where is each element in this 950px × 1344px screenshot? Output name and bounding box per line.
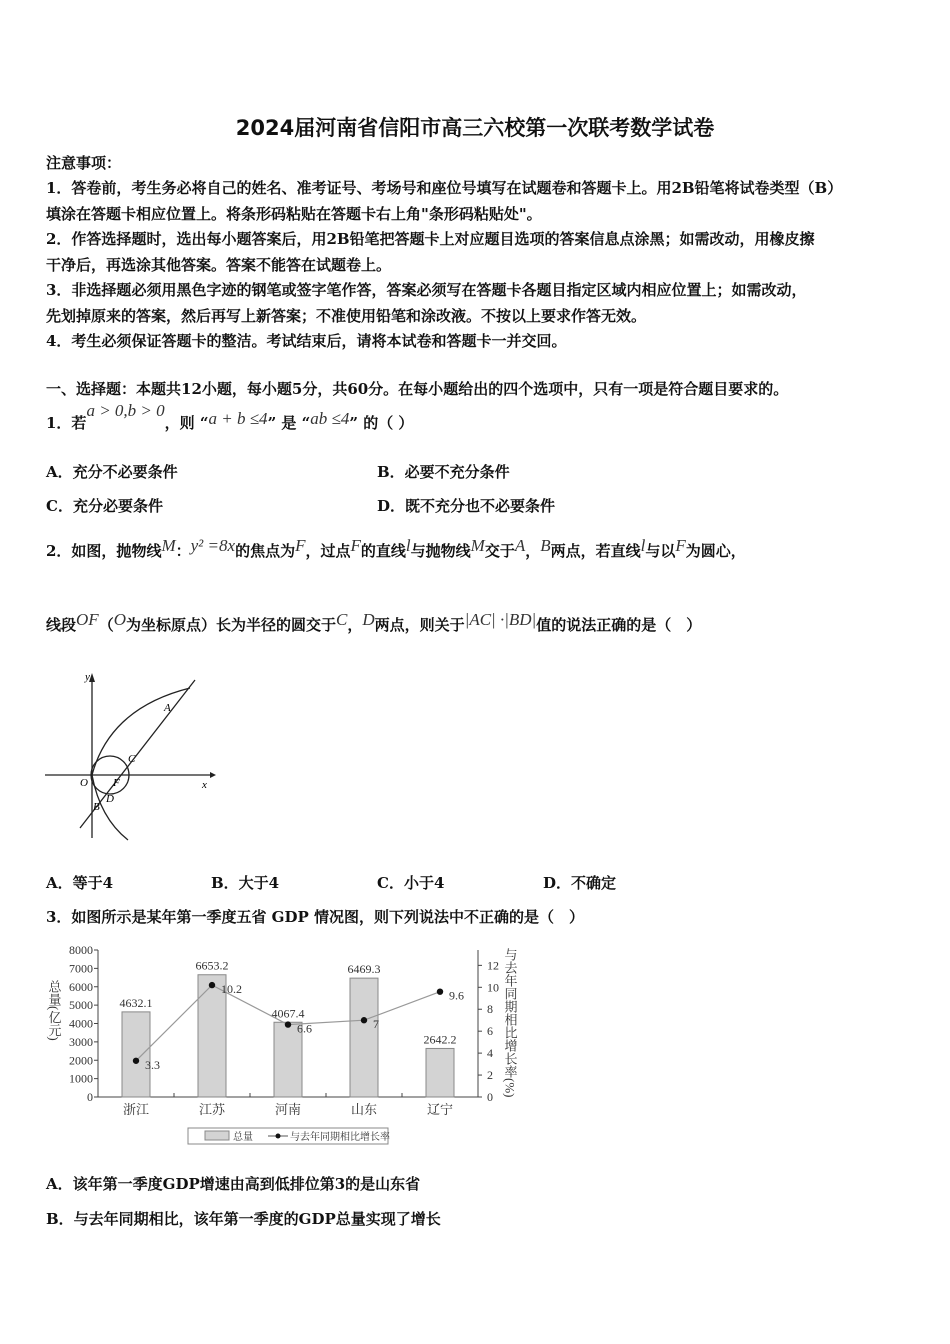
q2-math: y² =8x [190, 536, 236, 555]
q2-option-d[interactable]: D．不确定 [543, 874, 617, 892]
q2-text: （ [98, 616, 114, 634]
y2-tick-label: 12 [487, 958, 499, 973]
y-tick-label: 5000 [69, 998, 93, 1013]
q2-math: M [161, 536, 176, 555]
question-3: 3．如图所示是某年第一季度五省 GDP 情况图，则下列说法中不正确的是（ ） [46, 908, 584, 926]
q2-option-a[interactable]: A．等于4 [46, 874, 114, 892]
q2-text: ，过点 [305, 542, 351, 560]
q2-math: F [350, 536, 361, 555]
bar-label: 4067.4 [271, 1006, 305, 1021]
q2-option-c[interactable]: C．小于4 [377, 874, 445, 892]
question-2-line-2 [46, 610, 702, 635]
y-tick-label: 8000 [69, 943, 93, 957]
q1-option-d[interactable]: D．既不充分也不必要条件 [377, 497, 556, 515]
q2-text: ， [347, 616, 363, 634]
page-title: 2024届河南省信阳市高三六校第一次联考数学试卷 [235, 116, 715, 140]
x-tick-label: 江苏 [198, 1102, 226, 1117]
q2-math: l [405, 536, 411, 555]
y-tick-label: 3000 [69, 1034, 93, 1049]
q2-text: 交于 [484, 542, 515, 560]
legend-bar-swatch [205, 1131, 229, 1140]
note-line: 3．非选择题必须用黑色字迹的钢笔或签字笔作答，答案必须写在答题卡各题目指定区域内相应位置上；如需改动， [46, 281, 807, 299]
bar [122, 1012, 150, 1097]
y-tick-label: 1000 [69, 1071, 93, 1086]
bar [426, 1048, 454, 1097]
growth-point [361, 1017, 367, 1023]
x-tick-label: 浙江 [122, 1102, 150, 1117]
fig-label-x: x [202, 779, 207, 791]
q2-text: 的直线 [360, 542, 406, 560]
y-tick-label: 6000 [69, 979, 93, 994]
q2-option-b[interactable]: B．大于4 [211, 874, 280, 892]
q2-math: |AC| ·|BD| [464, 610, 537, 629]
note-line: 先划掉原来的答案，然后再写上新答案；不准使用铅笔和涂改液。不按以上要求作答无效。 [46, 306, 647, 325]
q1-text: ” 的（ ） [349, 414, 414, 432]
growth-label: 6.6 [297, 1021, 312, 1036]
q1-math: a > 0,b > 0 [86, 401, 165, 420]
q2-text: 线段 [46, 616, 77, 634]
note-line: 2．作答选择题时，选出每小题答案后，用2B铅笔把答题卡上对应题目选项的答案信息点涂黑；如需改动，用橡皮擦 [46, 230, 815, 248]
q2-math: B [540, 536, 551, 555]
q2-math: O [113, 610, 126, 629]
q2-text: 两点，若直线 [550, 542, 641, 560]
growth-point [437, 988, 443, 994]
bar-label: 6469.3 [347, 962, 381, 977]
q2-math: D [362, 610, 375, 629]
fig-label-b: B [93, 801, 100, 813]
growth-label: 9.6 [449, 988, 464, 1003]
q2-math: F [295, 536, 306, 555]
question-2-line-1 [46, 536, 746, 561]
legend-bar-label: 总量 [233, 1132, 253, 1143]
x-tick-label: 辽宁 [426, 1102, 454, 1117]
y-tick-label: 4000 [69, 1016, 93, 1031]
y2-tick-label: 10 [487, 980, 499, 995]
q3-option-b[interactable]: B．与去年同期相比，该年第一季度的GDP总量实现了增长 [46, 1210, 441, 1228]
question-1 [46, 401, 414, 433]
q1-text: 1．若 [46, 414, 87, 432]
y-axis-label: 总量(亿元) [46, 980, 62, 1041]
bar-label: 2642.2 [423, 1032, 457, 1047]
q2-math: M [470, 536, 485, 555]
q2-text: 为圆心， [685, 542, 746, 560]
y2-tick-label: 6 [487, 1024, 493, 1039]
growth-point [209, 982, 215, 988]
y2-axis-label: 与去年同期相比增长率(%) [502, 948, 518, 1098]
q2-math: OF [76, 610, 99, 629]
q2-text: ： [175, 542, 191, 560]
q1-option-a[interactable]: A．充分不必要条件 [46, 463, 178, 481]
q2-text: 值的说法正确的是（ ） [536, 616, 702, 634]
note-line: 干净后，再选涂其他答案。答案不能答在试题卷上。 [46, 255, 392, 274]
bar-label: 4632.1 [119, 995, 153, 1010]
q2-math: A [514, 536, 526, 555]
section-heading: 一、选择题：本题共12小题，每小题5分，共60分。在每小题给出的四个选项中，只有一项是符合题目要求的。 [46, 380, 789, 398]
q1-option-c[interactable]: C．充分必要条件 [46, 497, 163, 515]
y-tick-label: 7000 [69, 961, 93, 976]
x-tick-label: 河南 [274, 1102, 302, 1117]
q2-text: 与以 [645, 542, 676, 560]
q1-math: ab ≤4 [310, 409, 350, 428]
y2-tick-label: 2 [487, 1068, 493, 1083]
legend-line-marker [276, 1134, 281, 1139]
note-line: 1．答卷前，考生务必将自己的姓名、准考证号、考场号和座位号填写在试题卷和答题卡上。用2B铅笔将试卷类型（B） [46, 179, 843, 197]
fig-label-y: y [85, 671, 90, 683]
q1-option-b[interactable]: B．必要不充分条件 [377, 463, 510, 481]
q1-math: a + b ≤4 [208, 409, 268, 428]
q2-math: F [675, 536, 686, 555]
q2-text: 两点，则关于 [374, 616, 465, 634]
growth-label: 10.2 [221, 982, 242, 997]
gdp-chart [40, 940, 530, 1150]
y2-tick-label: 8 [487, 1002, 493, 1017]
q2-text: 为坐标原点）长为半径的圆交于 [125, 616, 336, 634]
fig-label-d: D [106, 793, 114, 805]
bar [350, 978, 378, 1097]
x-tick-label: 山东 [350, 1102, 378, 1117]
note-line: 4．考生必须保证答题卡的整洁。考试结束后，请将本试卷和答题卡一并交回。 [46, 332, 567, 350]
y2-tick-label: 0 [487, 1090, 493, 1104]
legend-line-label: 与去年同期相比增长率 [290, 1132, 390, 1143]
y2-tick-label: 4 [487, 1046, 493, 1061]
y-tick-label: 0 [87, 1090, 93, 1104]
growth-label: 7 [373, 1017, 379, 1032]
notes-heading: 注意事项： [46, 154, 122, 172]
q1-text: ，则 “ [164, 414, 209, 432]
bar-label: 6653.2 [195, 958, 229, 973]
q2-math: C [336, 610, 348, 629]
q2-text: 与抛物线 [410, 542, 471, 560]
growth-point [133, 1058, 139, 1064]
q2-text: ， [525, 542, 541, 560]
y-tick-label: 2000 [69, 1053, 93, 1068]
fig-label-f: F [113, 777, 120, 789]
q3-option-a[interactable]: A．该年第一季度GDP增速由高到低排位第3的是山东省 [46, 1175, 421, 1193]
growth-point [285, 1021, 291, 1027]
note-line: 填涂在答题卡相应位置上。将条形码粘贴在答题卡右上角"条形码粘贴处"。 [46, 204, 542, 223]
growth-label: 3.3 [145, 1057, 160, 1072]
fig-label-o: O [80, 777, 88, 789]
fig-label-c: C [128, 753, 136, 765]
parabola-figure [40, 668, 220, 843]
q2-text: 的焦点为 [235, 542, 296, 560]
q1-text: ” 是 “ [267, 414, 311, 432]
q2-text: 2．如图，抛物线 [46, 542, 162, 560]
q2-math: l [640, 536, 646, 555]
fig-label-a: A [164, 702, 171, 714]
